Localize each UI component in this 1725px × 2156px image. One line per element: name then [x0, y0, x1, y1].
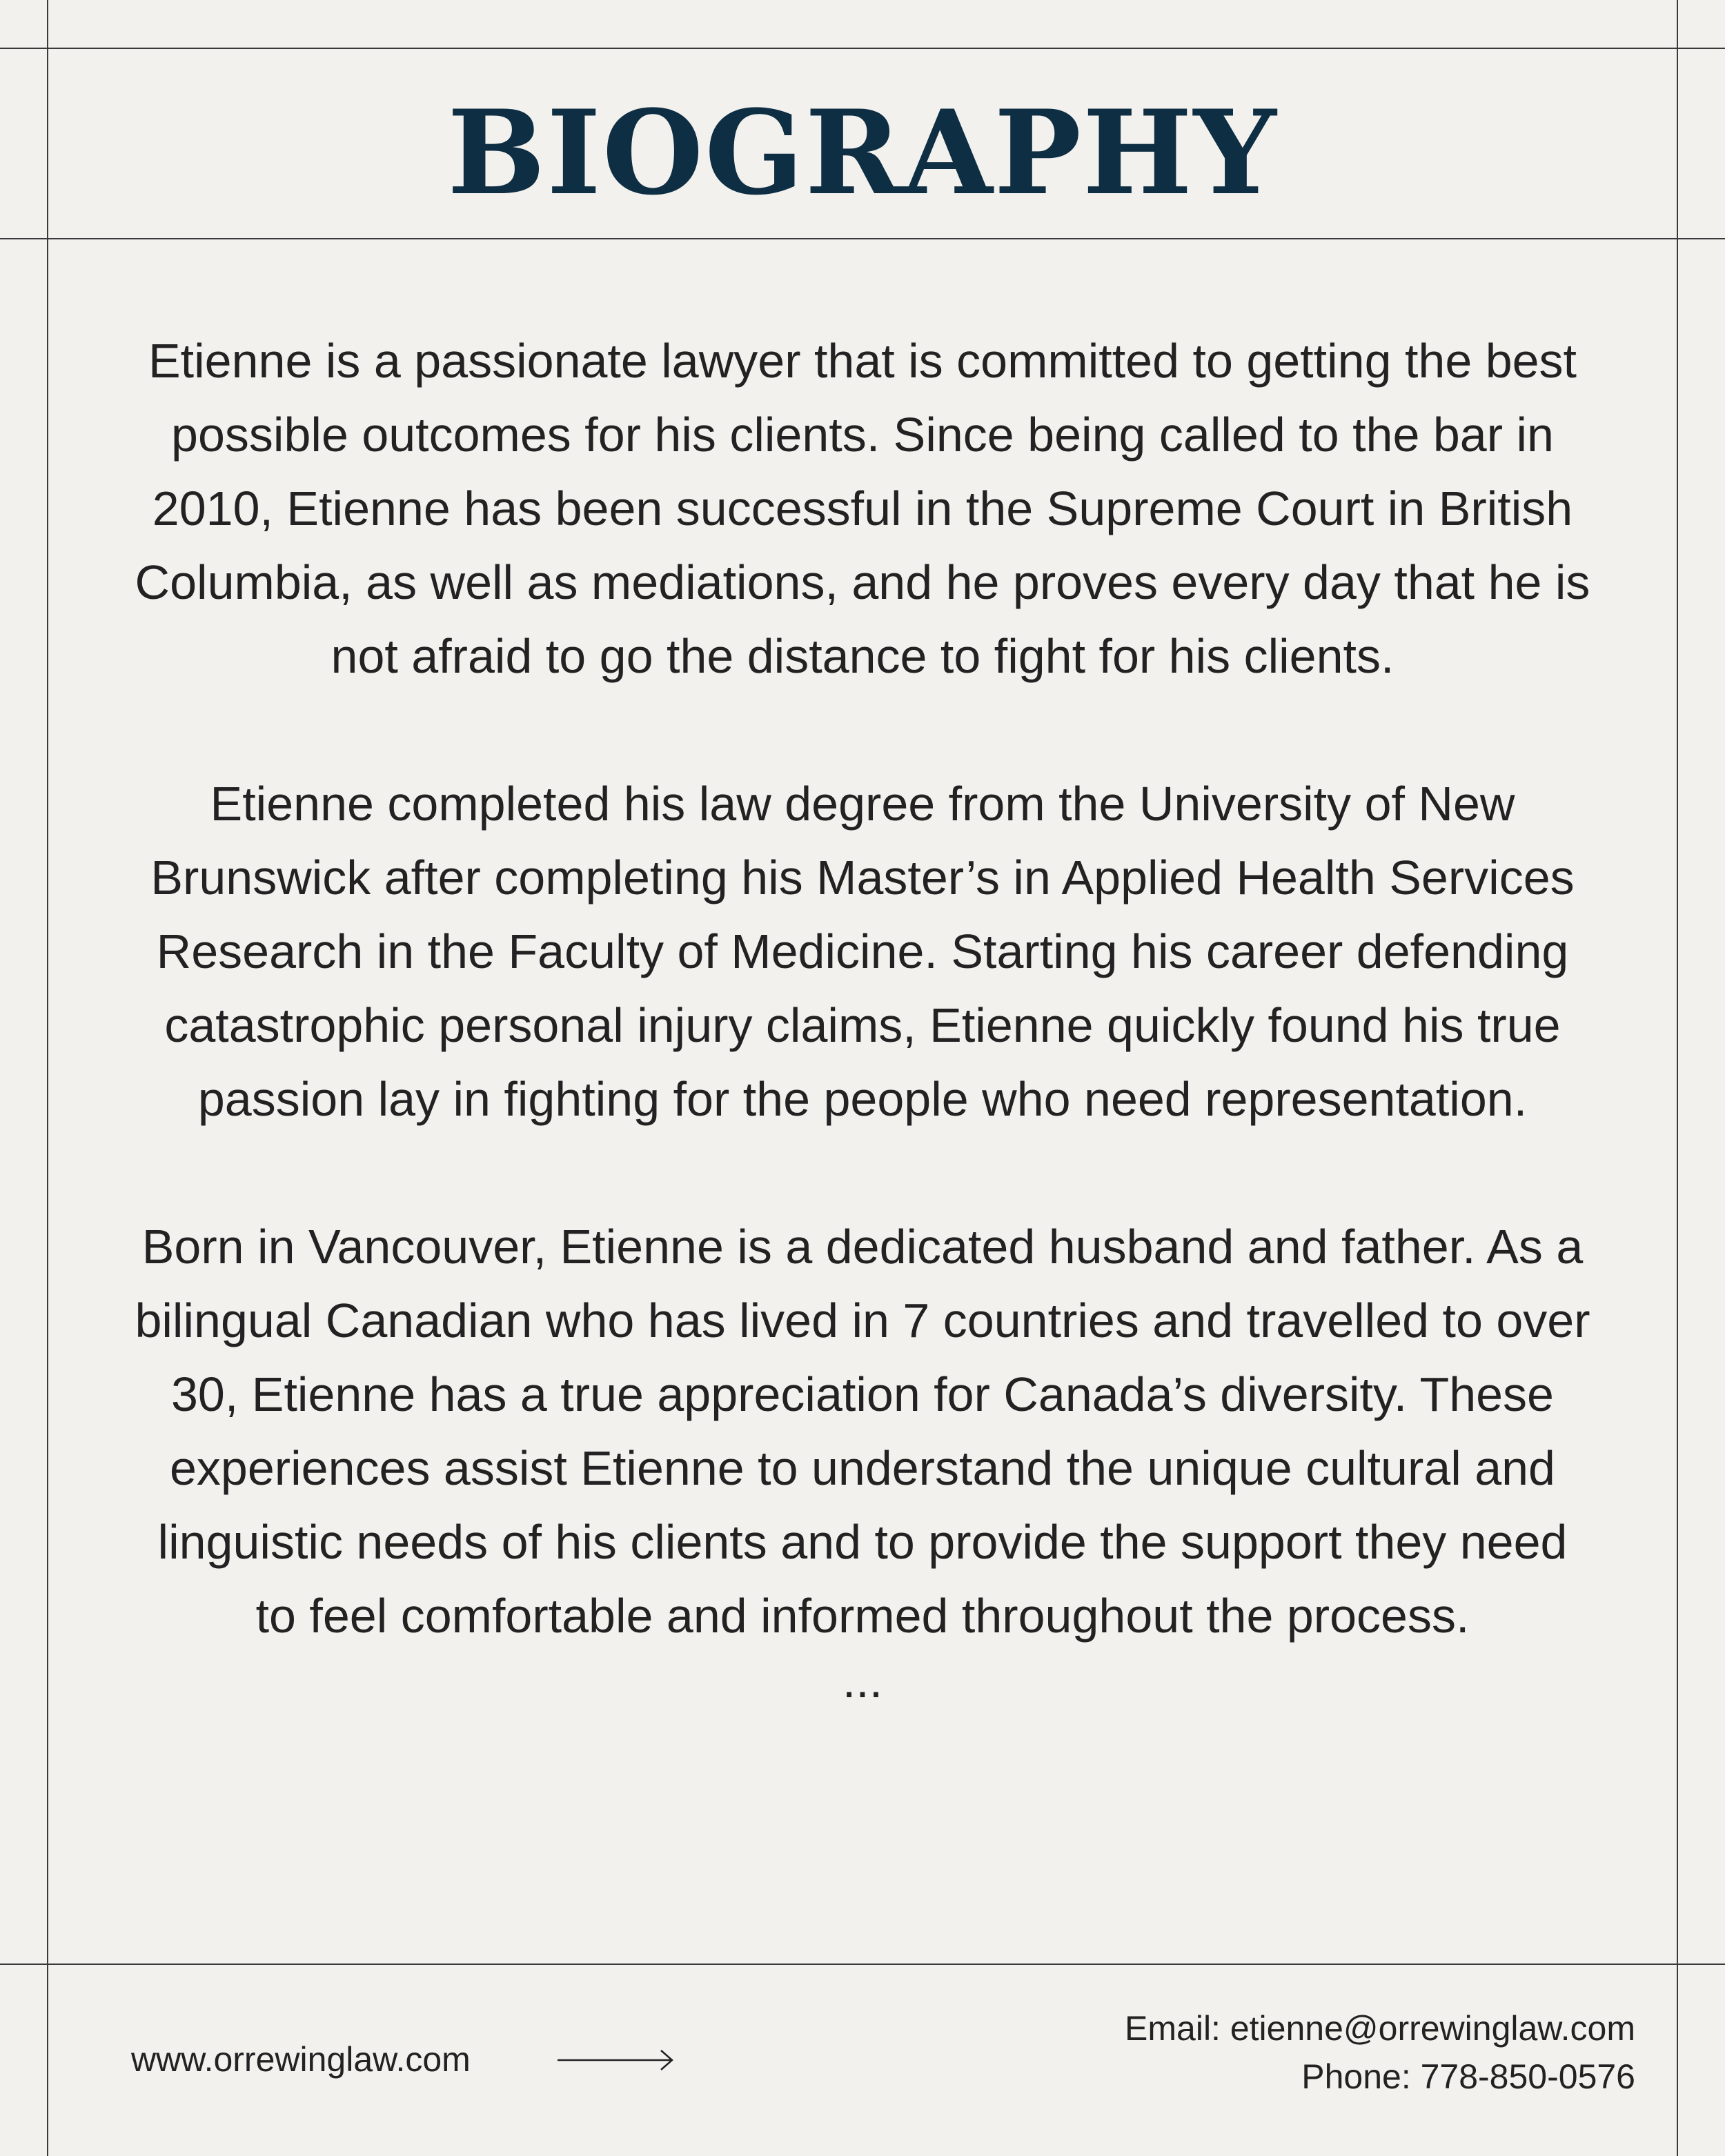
page-title: BIOGRAPHY — [447, 84, 1278, 221]
frame-line-top — [0, 48, 1725, 49]
footer-divider — [0, 1964, 1725, 1965]
website-link[interactable]: www.orrewinglaw.com — [131, 2040, 471, 2079]
phone-link[interactable]: Phone: 778-850-0576 — [1301, 2057, 1635, 2096]
biography-body — [131, 324, 1594, 1708]
continuation-ellipsis: ... — [842, 1654, 883, 1708]
bio-paragraph-2: Etienne completed his law degree from the University of New Brunswick after completing his Master’s in Applied Health Services Research in the Faculty of Medicine. Starting his career defending catastrophic personal injury claims, Etienne quickly found his true passion lay in fighting for the people who need representation. — [150, 777, 1575, 1126]
bio-paragraph-3: Born in Vancouver, Etienne is a dedicated husband and father. As a bilingual Canadian who has lived in 7 countries and travelled to over 30, Etienne has a true appreciation for Canada’s diversity. These experiences assist Etienne to understand the unique cultural and linguistic needs of his clients and to provide the support they need to feel comfortable and informed throughout the process. — [135, 1220, 1590, 1643]
frame-line-right — [1677, 0, 1678, 2156]
bio-paragraph-1: Etienne is a passionate lawyer that is committed to getting the best possible outcomes for his clients. Since being called to the bar in 2010, Etienne has been successful in the Supreme Court in British Columbia, as well as mediations, and he proves every day that he is not afraid to go the distance to fight for his clients. — [135, 334, 1590, 683]
frame-line-left — [47, 0, 48, 2156]
email-link[interactable]: Email: etienne@orrewinglaw.com — [1125, 2009, 1635, 2048]
arrow-right-icon — [558, 2046, 675, 2074]
contact-info — [1125, 2004, 1635, 2101]
